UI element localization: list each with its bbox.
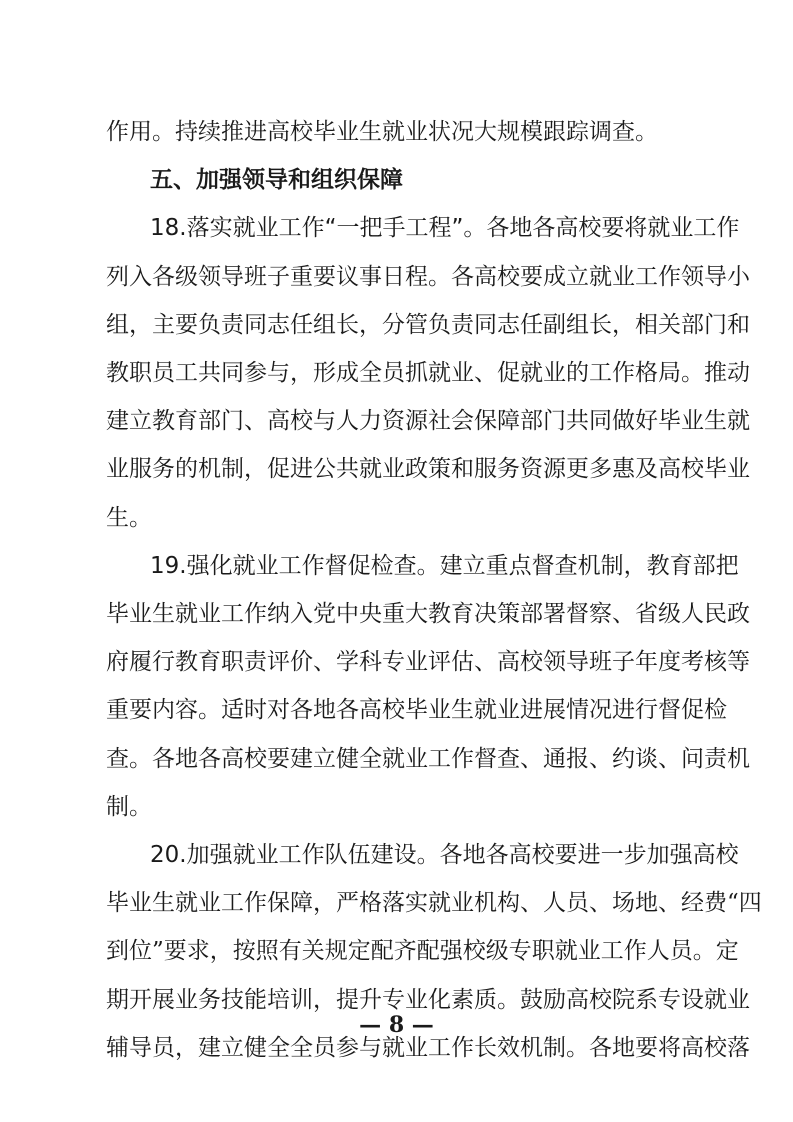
item-19-text: 建立重点督查机制，教育部把 bbox=[439, 553, 739, 579]
item-18-text: 各地各高校要将就业工作 bbox=[486, 215, 740, 241]
paragraph-line: 制。 bbox=[106, 794, 152, 820]
paragraph-line: 毕业生就业工作纳入党中央重大教育决策部署督察、省级人民政 bbox=[106, 601, 750, 627]
paragraph-line: 业服务的机制，促进公共就业政策和服务资源更多惠及高校毕业 bbox=[106, 456, 750, 482]
paragraph-line: 建立教育部门、高校与人力资源社会保障部门共同做好毕业生就 bbox=[106, 408, 750, 434]
paragraph-line: 列入各级领导班子重要议事日程。各高校要成立就业工作领导小 bbox=[106, 264, 750, 290]
item-20-lead: 20.加强就业工作队伍建设。 bbox=[150, 842, 440, 868]
item-19-lead: 19.强化就业工作督促检查。 bbox=[150, 553, 440, 579]
paragraph-line: 期开展业务技能培训，提升专业化素质。鼓励高校院系专设就业 bbox=[106, 987, 750, 1013]
paragraph-line: 查。各地各高校要建立健全就业工作督查、通报、约谈、问责机 bbox=[106, 746, 750, 772]
item-19-first-line bbox=[150, 551, 739, 581]
paragraph-line: 生。 bbox=[106, 505, 152, 531]
item-20-first-line bbox=[150, 840, 739, 870]
paragraph-line: 府履行教育职责评价、学科专业评估、高校领导班子年度考核等 bbox=[106, 649, 750, 675]
section-heading: 五、加强领导和组织保障 bbox=[150, 167, 403, 193]
paragraph-line: 到位”要求，按照有关规定配齐配强校级专职就业工作人员。定 bbox=[106, 938, 739, 964]
item-18-first-line bbox=[150, 213, 740, 243]
paragraph-line: 辅导员，建立健全全员参与就业工作长效机制。各地要将高校落 bbox=[106, 1035, 750, 1061]
item-18-lead: 18.落实就业工作“一把手工程”。 bbox=[150, 215, 487, 241]
page-number: — 8 — bbox=[359, 1012, 434, 1038]
paragraph-line: 教职员工共同参与，形成全员抓就业、促就业的工作格局。推动 bbox=[106, 360, 750, 386]
paragraph-line: 毕业生就业工作保障，严格落实就业机构、人员、场地、经费“四 bbox=[106, 890, 762, 916]
paragraph-line: 组，主要负责同志任组长，分管负责同志任副组长，相关部门和 bbox=[106, 312, 750, 338]
continuation-line: 作用。持续推进高校毕业生就业状况大规模跟踪调查。 bbox=[106, 119, 658, 145]
item-20-text: 各地各高校要进一步加强高校 bbox=[439, 842, 739, 868]
paragraph-line: 重要内容。适时对各地各高校毕业生就业进展情况进行督促检 bbox=[106, 697, 727, 723]
